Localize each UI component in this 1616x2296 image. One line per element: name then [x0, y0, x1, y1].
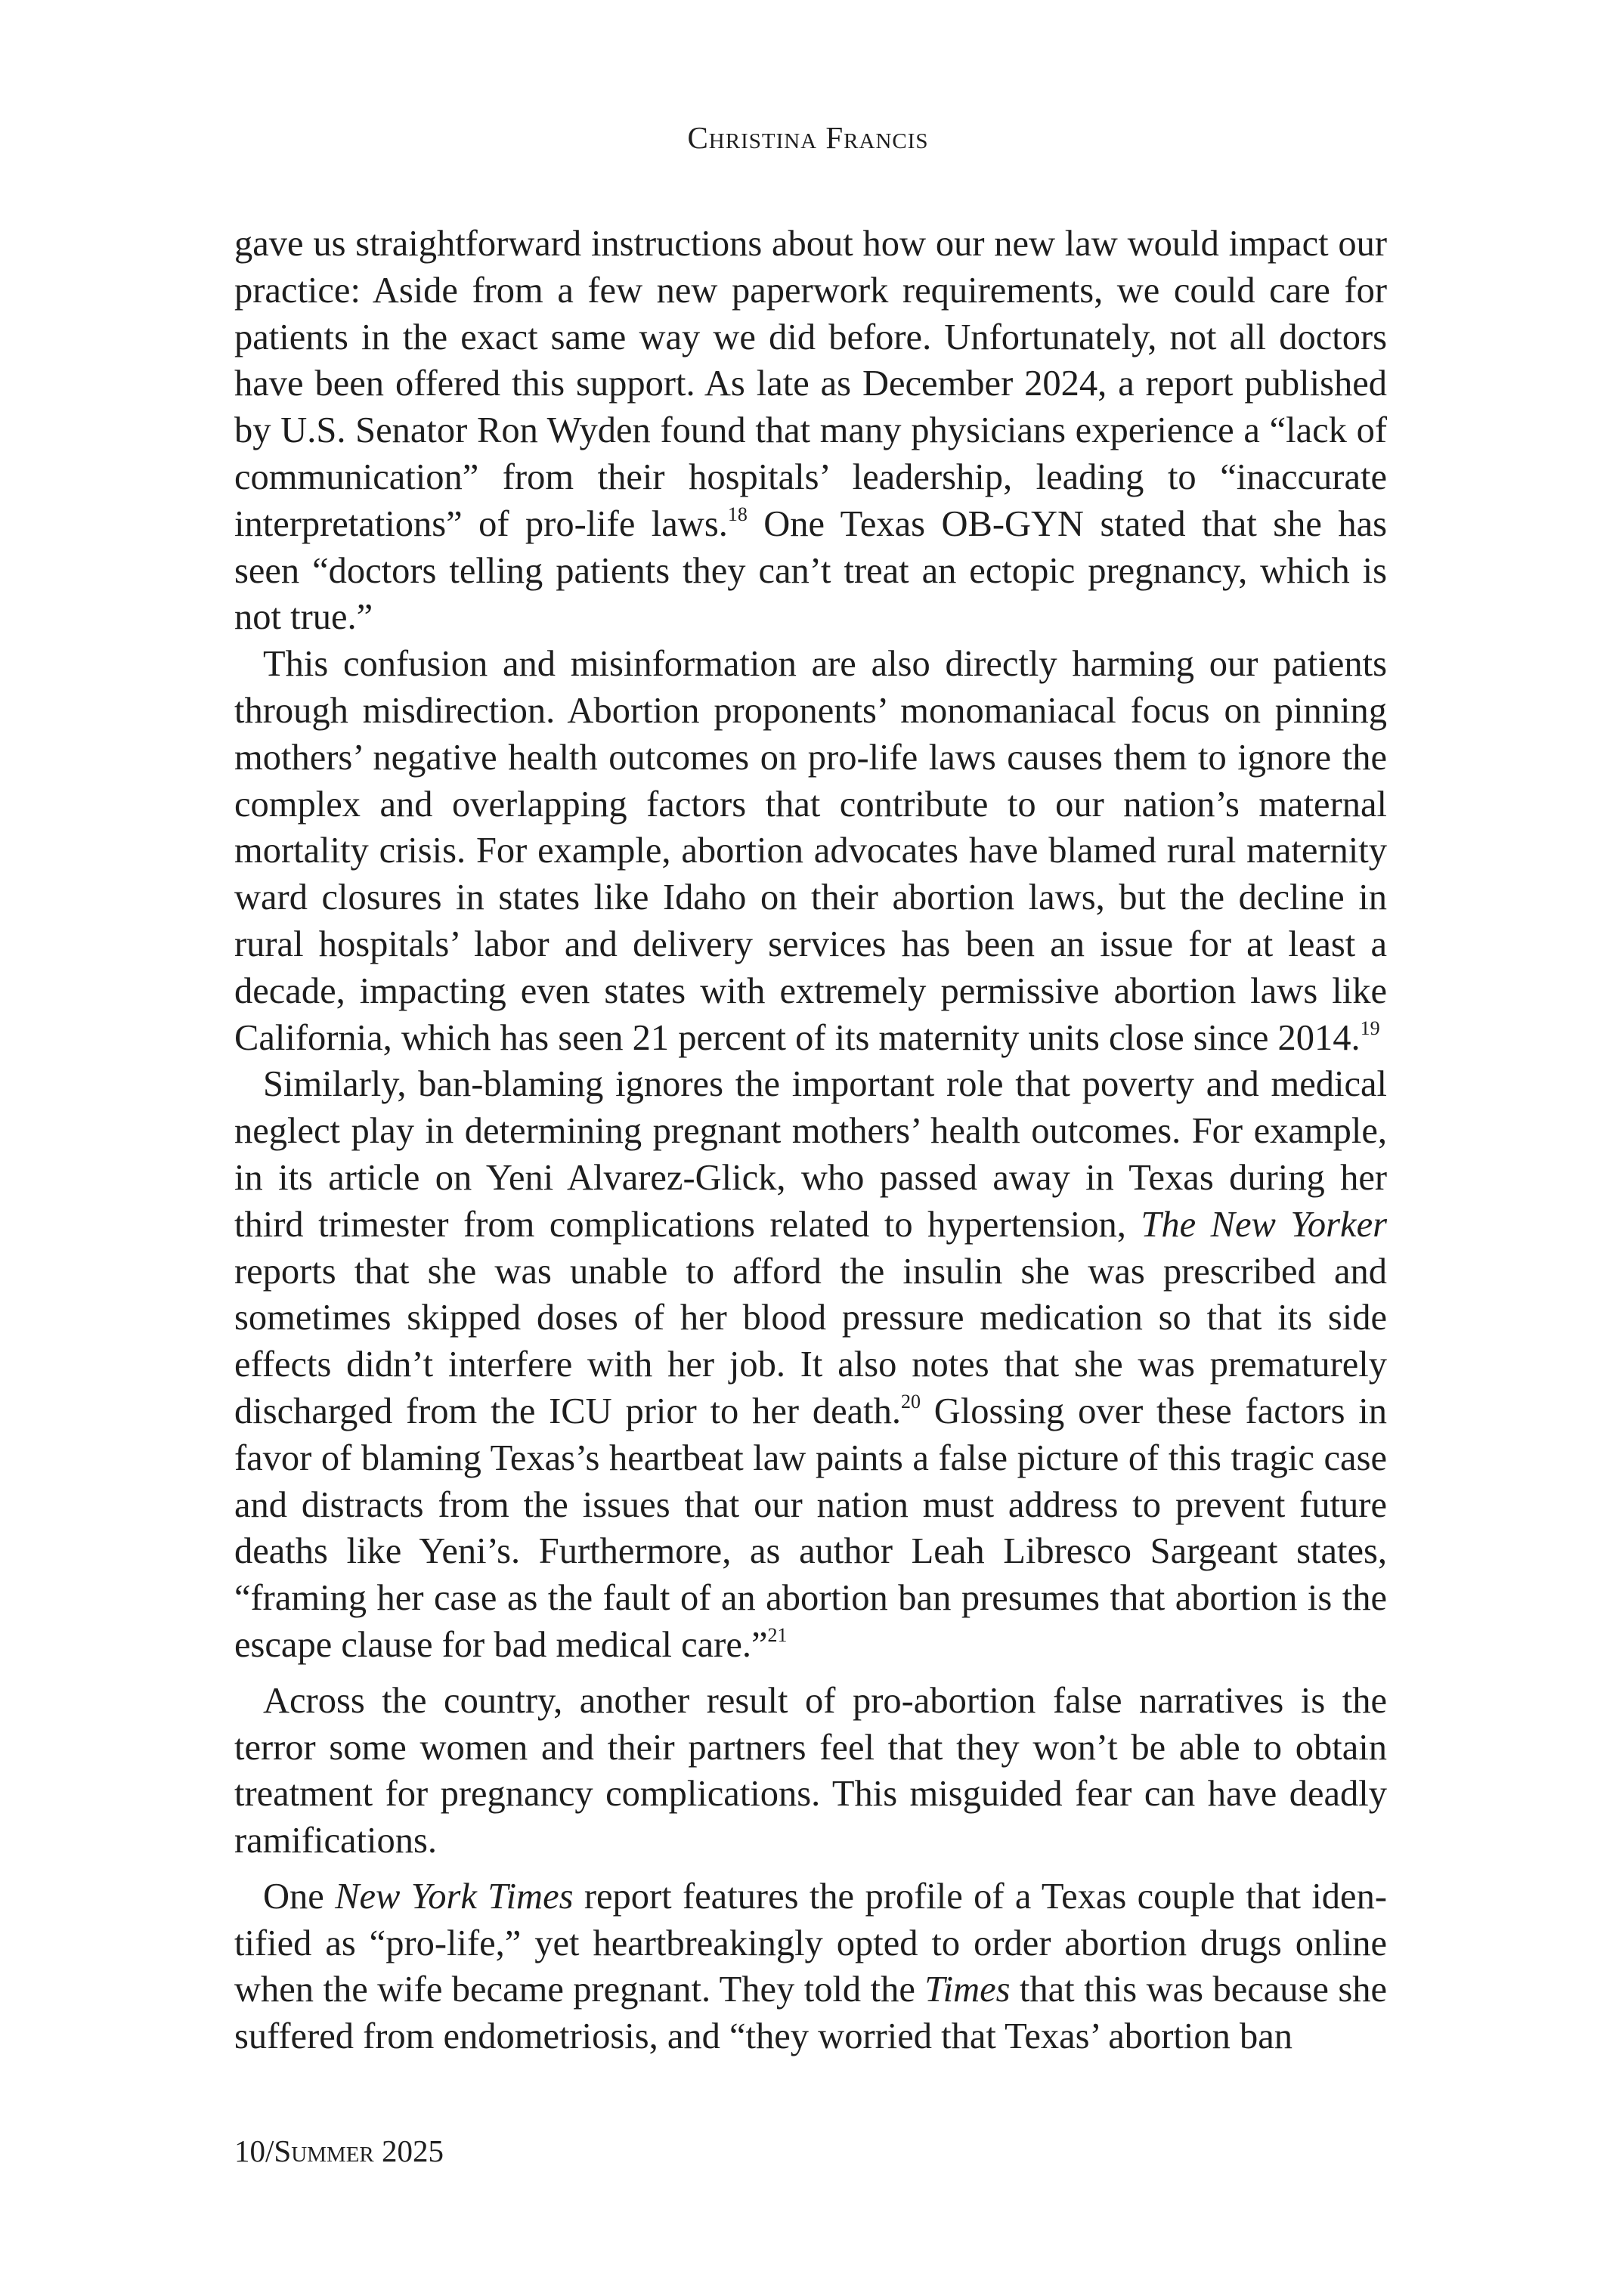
paragraph-2: [234, 641, 1387, 1061]
paragraph-text: report features the profile of a Texas couple that identified as “pro-life,” yet heartbreakingly opted to order abortion drugs online when the wife became pregnant. They told the: [234, 1876, 1387, 2010]
running-head: Christina Francis: [687, 120, 929, 155]
paragraph-1: [234, 221, 1387, 641]
paragraph-5: [234, 1874, 1387, 2060]
footnote-ref-20[interactable]: 20: [900, 1390, 921, 1413]
footnote-ref-18[interactable]: 18: [727, 503, 748, 525]
paragraph-text: Across the country, another result of pro-abortion false narratives is the terror some women and their partners feel that they won’t be able to obtain treatment for pregnancy complications. This misguided fear can have deadly ramifications.: [234, 1680, 1387, 1861]
article-body: [234, 221, 1387, 2060]
footnote-ref-19[interactable]: 19: [1360, 1016, 1380, 1039]
page-folio: 10/Summer 2025: [234, 2134, 444, 2168]
paragraph-text: that this was because she suffered from endometriosis, and “they worried that Texas’ abortion ban: [234, 1970, 1388, 2057]
paragraph-text: One Texas OB-GYN stated that she has seen “doctors telling patients they can’t treat an ectopic pregnancy, which is not true.”: [234, 503, 1387, 638]
publication-title: Times: [924, 1970, 1011, 2010]
paragraph-4: [234, 1678, 1387, 1864]
paragraph-text: One: [263, 1876, 336, 1917]
paragraph-text: Similarly, ban-blaming ignores the important role that poverty and medical neglect play in determining pregnant mothers’ health outcomes. For example, in its article on Yeni Alvarez-Glick, who passed away in Texas during her third trimester from complications related to hypertension,: [234, 1064, 1387, 1245]
paragraph-text: This confusion and misinformation are also directly harming our patients through misdirection. Abortion proponents’ monomaniacal focus on pinning mothers’ negative health outcomes on pro-life laws causes them to ignore the complex and overlapping factors that contribute to our nation’s maternal mortality crisis. For example, abortion advocates have blamed rural maternity ward closures in states like Idaho on their abortion laws, but the decline in rural hospitals’ labor and delivery services has been an issue for at least a decade, impacting even states with extremely permissive abortion laws like California, which has seen 21 percent of its maternity units close since 2014.: [234, 644, 1387, 1058]
paragraph-text: Glossing over these factors in favor of blaming Texas’s heartbeat law paints a false picture of this tragic case and distracts from the issues that our nation must address to prevent future deaths like Yeni’s. Furthermore, as author Leah Libresco Sargeant states, “framing her case as the fault of an abortion ban presumes that abortion is the escape clause for bad medical care.”: [234, 1391, 1387, 1665]
paragraph-text: gave us straightforward instructions about how our new law would impact our practice: Aside from a few new paperwork requirements, we could care for patients in the exact same way we did before. Unfortunately, not all doctors have been offered this support. As late as December 2024, a report published by U.S. Senator Ron Wyden found that many physicians experience a “lack of communication” from their hospitals’ leadership, leading to “inaccurate interpretations” of pro-life laws.: [234, 224, 1387, 544]
footnote-ref-21[interactable]: 21: [767, 1623, 788, 1646]
publication-title: The New Yorker: [1141, 1204, 1387, 1245]
paragraph-text: reports that she was unable to afford the insulin she was prescribed and sometimes skipped doses of her blood pressure medication so that its side effects didn’t interfere with her job. It also notes that she was prematurely discharged from the ICU prior to her death.: [234, 1251, 1387, 1431]
paragraph-3: [234, 1061, 1387, 1668]
publication-title: New York Times: [335, 1876, 574, 1917]
